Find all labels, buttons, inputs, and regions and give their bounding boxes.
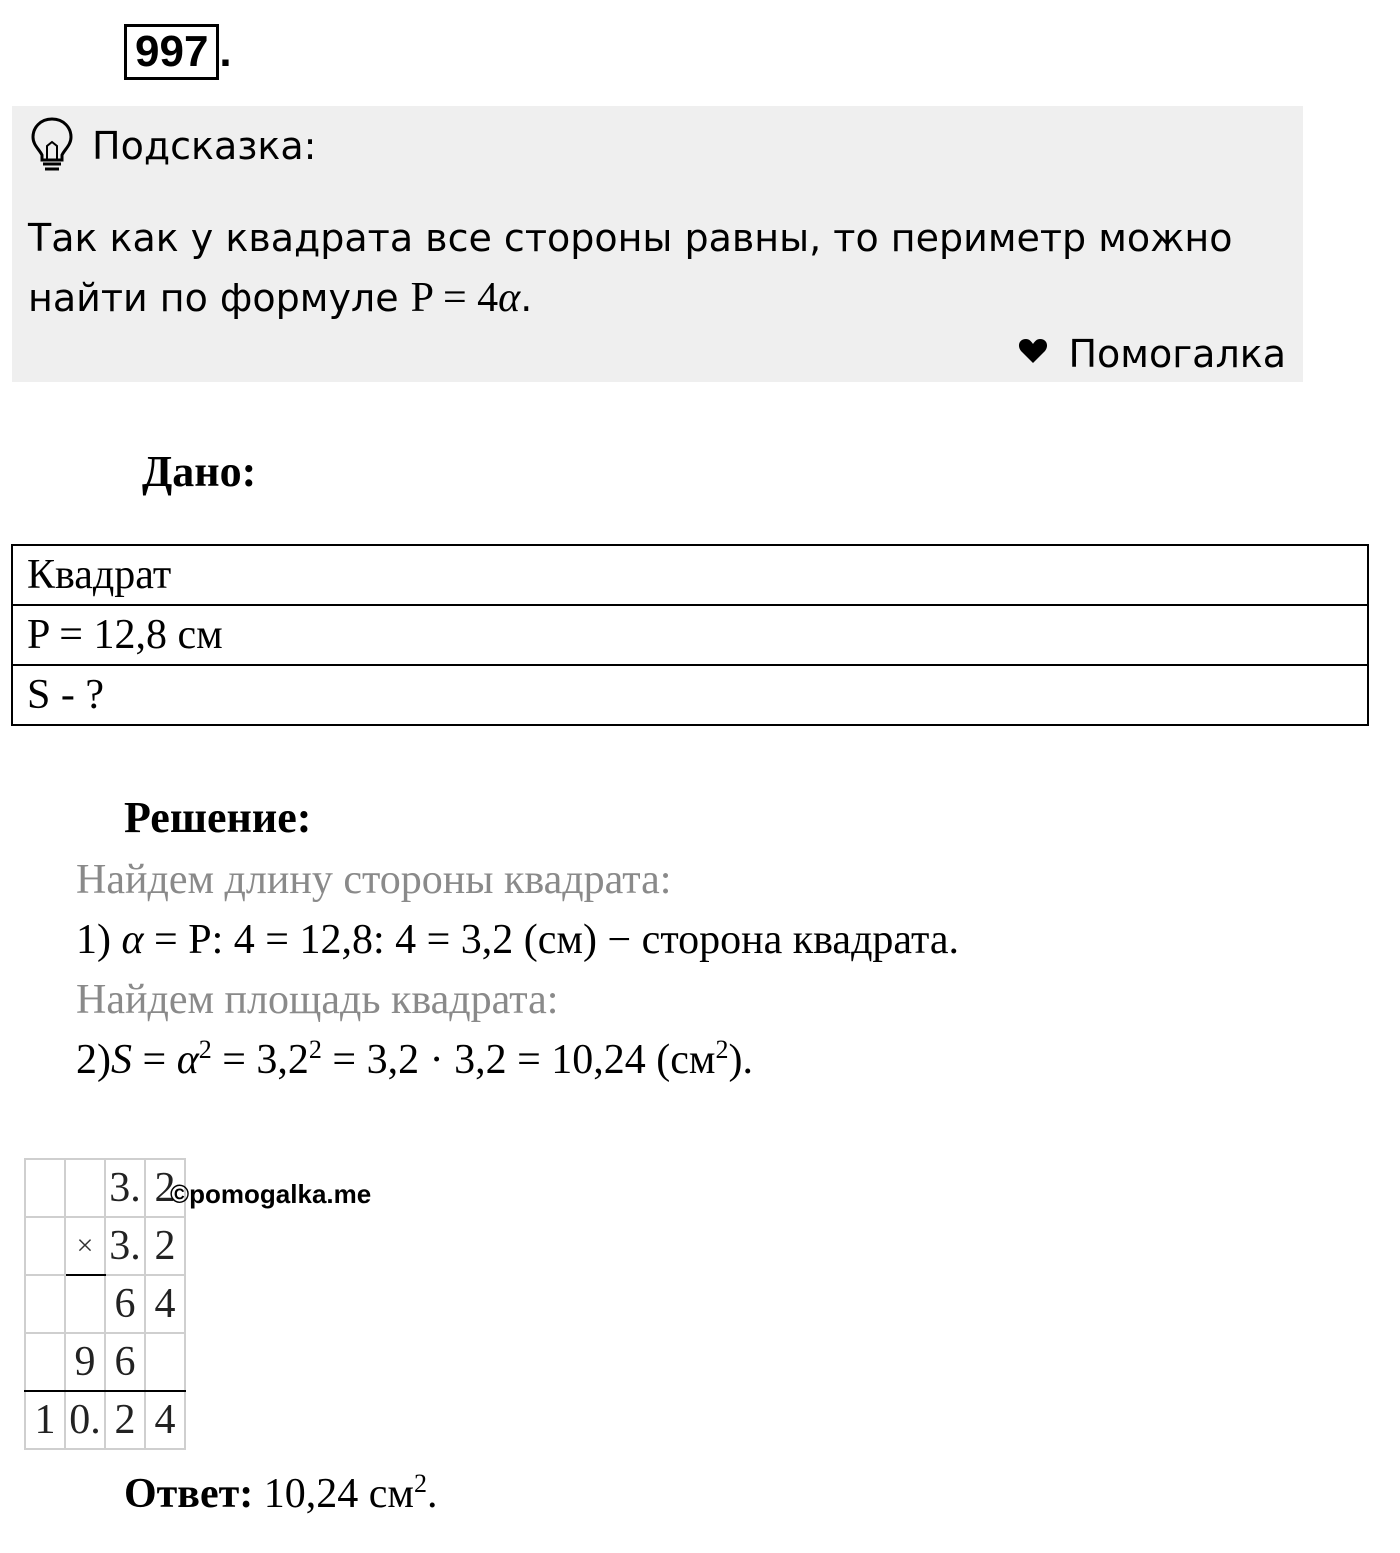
calc-cell: 3.	[105, 1217, 145, 1275]
step2-exp2: 2	[308, 1035, 322, 1064]
given-cell: Квадрат	[12, 545, 1368, 605]
calc-cell	[25, 1217, 65, 1275]
hint-formula	[411, 275, 521, 321]
calc-cell	[145, 1333, 185, 1391]
hint-formula-var: α	[498, 275, 521, 321]
calc-row	[25, 1391, 185, 1449]
calc-cell: 1	[25, 1391, 65, 1449]
calc-cell: 6	[105, 1333, 145, 1391]
answer-line	[124, 1466, 437, 1522]
multiplication-grid	[24, 1158, 186, 1450]
calc-cell: 0.	[65, 1391, 105, 1449]
calc-cell	[25, 1275, 65, 1333]
calc-cell: 2	[105, 1391, 145, 1449]
hint-text-body: Так как у квадрата все стороны равны, то периметр можно найти по формуле	[28, 216, 1233, 320]
calc-cell: 9	[65, 1333, 105, 1391]
step1-var: α	[121, 917, 144, 963]
step2-exp3: 2	[715, 1035, 729, 1064]
calc-cell: 3.	[105, 1159, 145, 1217]
given-heading: Дано:	[142, 447, 257, 496]
hint-title: Подсказка:	[92, 124, 317, 168]
solution-step1	[76, 910, 959, 970]
step2-var2: α	[176, 1037, 199, 1083]
hint-text	[28, 208, 1288, 328]
calc-cell: 2	[145, 1217, 185, 1275]
multiply-sign: ×	[65, 1217, 105, 1275]
step1-prefix: 1)	[76, 917, 122, 963]
step2-eq: =	[132, 1037, 177, 1083]
given-cell: S - ?	[12, 665, 1368, 725]
calc-cell: 2	[145, 1159, 185, 1217]
step1-rest: = P: 4 = 12,8: 4 = 3,2 (см) − сторона квадрата.	[143, 917, 959, 963]
given-row	[12, 665, 1368, 725]
step2-end: ).	[728, 1037, 753, 1083]
given-row	[12, 545, 1368, 605]
calc-row	[25, 1275, 185, 1333]
calc-row	[25, 1217, 185, 1275]
hint-formula-lhs: P = 4	[410, 275, 499, 321]
calc-row	[25, 1333, 185, 1391]
hint-source: Помогалка	[1068, 332, 1286, 376]
answer-end: .	[426, 1471, 438, 1517]
answer-value: 10,24 см	[253, 1471, 414, 1517]
step2-exp: 2	[198, 1035, 212, 1064]
solution-step2-caption: Найдем площадь квадрата:	[76, 977, 559, 1023]
given-cell: P = 12,8 см	[12, 605, 1368, 665]
calc-cell	[25, 1159, 65, 1217]
answer-exp: 2	[413, 1469, 427, 1498]
task-number-box: 997	[124, 24, 219, 80]
hint-formula-end: .	[520, 276, 533, 320]
calc-cell	[65, 1275, 105, 1333]
calc-cell	[25, 1333, 65, 1391]
calc-cell: 4	[145, 1275, 185, 1333]
heart-icon	[1018, 338, 1048, 369]
solution-step2	[76, 1030, 753, 1090]
calc-cell: 6	[105, 1275, 145, 1333]
watermark: ©pomogalka.me	[170, 1179, 372, 1209]
calc-cell	[65, 1159, 105, 1217]
step2-prefix: 2)	[76, 1037, 111, 1083]
solution-heading: Решение:	[124, 793, 312, 842]
step2-mid: = 3,2	[211, 1037, 309, 1083]
lightbulb-icon	[30, 116, 74, 179]
step2-rest: = 3,2 · 3,2 = 10,24 (см	[321, 1037, 716, 1083]
task-number	[124, 24, 232, 80]
answer-label: Ответ:	[124, 1471, 254, 1517]
calc-cell: 4	[145, 1391, 185, 1449]
solution-step1-caption: Найдем длину стороны квадрата:	[76, 857, 672, 903]
given-table	[11, 544, 1369, 726]
step2-var: S	[111, 1037, 132, 1083]
given-row	[12, 605, 1368, 665]
task-number-dot: .	[219, 27, 232, 76]
calc-row	[25, 1159, 185, 1217]
